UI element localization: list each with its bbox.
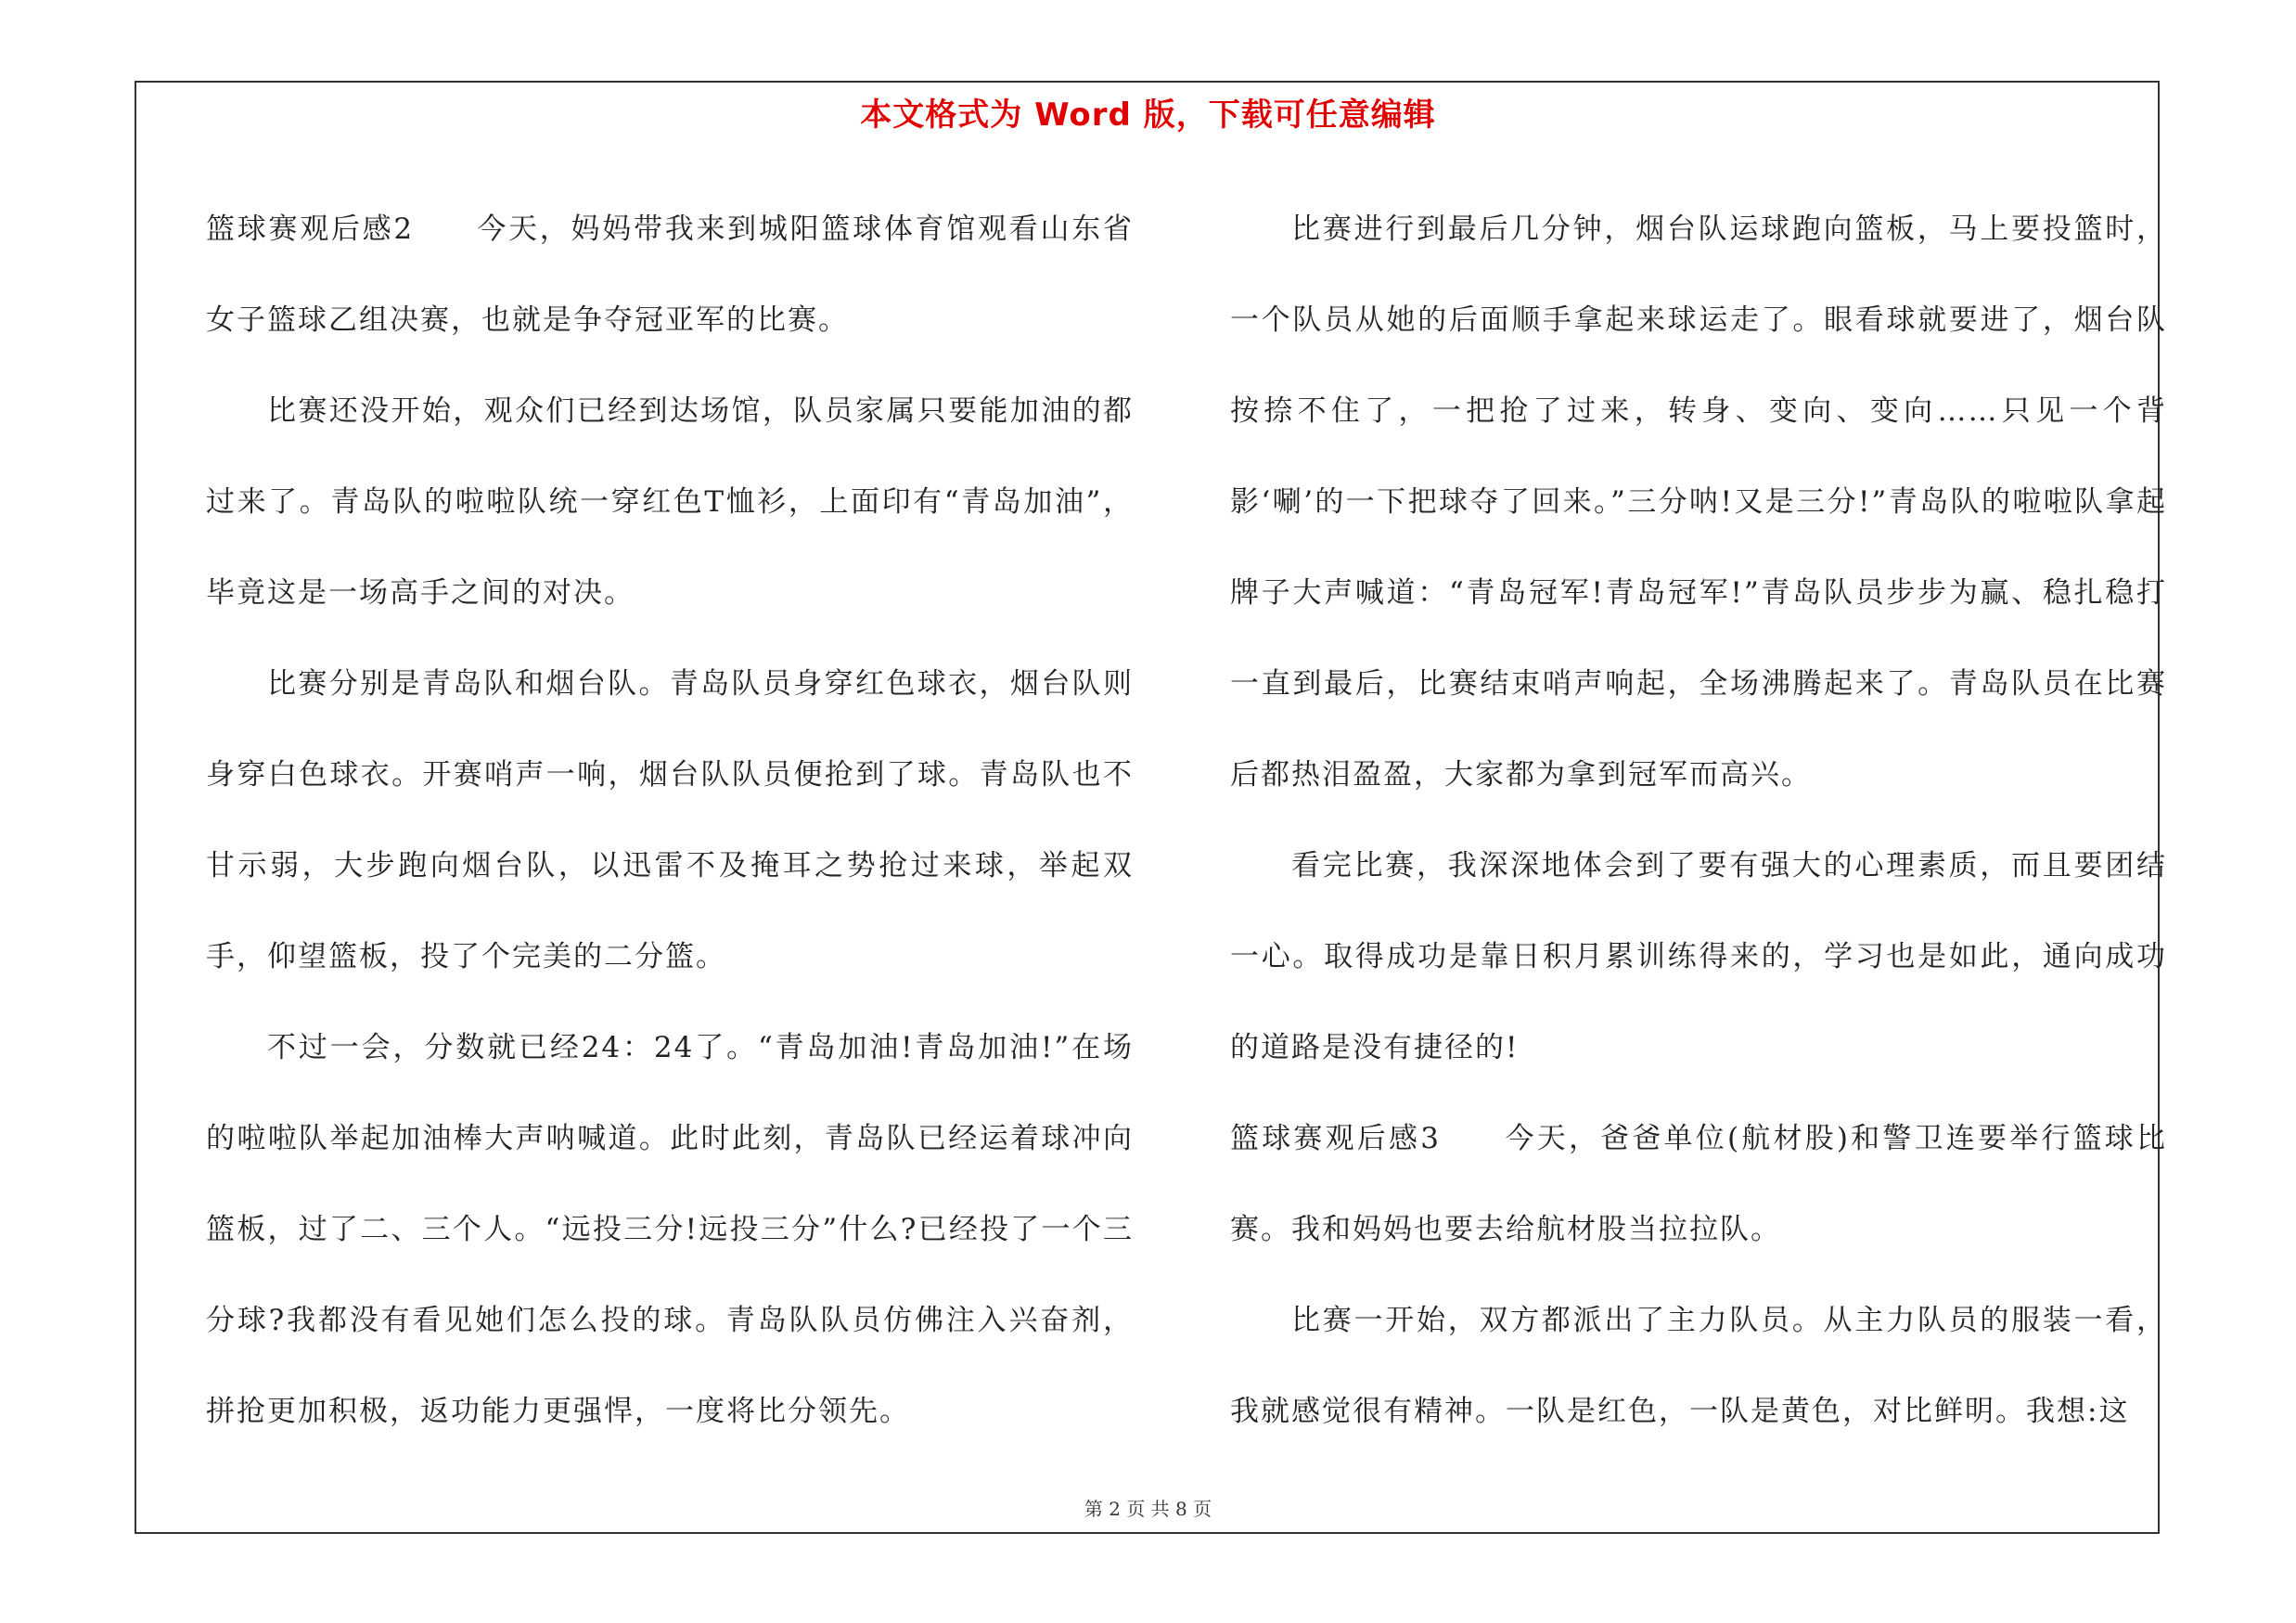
page-number-footer: 第 2 页 共 8 页 [1084,1498,1212,1520]
paragraph: 比赛一开始，双方都派出了主力队员。从主力队员的服装一看，我就感觉很有精神。一队是红色，一队是黄色，对比鲜明。我想:这 [1230,1304,2167,1428]
left-column [206,184,1134,1457]
paragraph: 篮球赛观后感2 今天，妈妈带我来到城阳篮球体育馆观看山东省女子篮球乙组决赛，也就是争夺冠亚军的比赛。 [206,213,1134,337]
paragraph: 看完比赛，我深深地体会到了要有强大的心理素质，而且要团结一心。取得成功是靠日积月累训练得来的，学习也是如此，通向成功的道路是没有捷径的! [1230,849,2167,1064]
paragraph: 篮球赛观后感3 今天，爸爸单位(航材股)和警卫连要举行篮球比赛。我和妈妈也要去给航材股当拉拉队。 [1230,1122,2167,1246]
word-format-banner: 本文格式为 Word 版，下载可任意编辑 [860,97,1436,134]
right-column [1230,184,2167,1457]
paragraph: 不过一会，分数就已经24：24了。“青岛加油!青岛加油!”在场的啦啦队举起加油棒大声呐喊道。此时此刻，青岛队已经运着球冲向篮板，过了二、三个人。“远投三分!远投三分”什么?已经投了一个三分球?我都没有看见她们怎么投的球。青岛队队员仿佛注入兴奋剂，拼抢更加积极，返功能力更强悍，一度将比分领先。 [206,1031,1134,1428]
paragraph: 比赛进行到最后几分钟，烟台队运球跑向篮板，马上要投篮时，一个队员从她的后面顺手拿起来球运走了。眼看球就要进了，烟台队按捺不住了，一把抢了过来，转身、变向、变向……只见一个背影‘唰’的一下把球夺了回来。”三分呐!又是三分!”青岛队的啦啦队拿起牌子大声喊道：“青岛冠军!青岛冠军!”青岛队员步步为赢、稳扎稳打一直到最后，比赛结束哨声响起，全场沸腾起来了。青岛队员在比赛后都热泪盈盈，大家都为拿到冠军而高兴。 [1230,213,2167,792]
paragraph: 比赛还没开始，观众们已经到达场馆，队员家属只要能加油的都过来了。青岛队的啦啦队统一穿红色T恤衫，上面印有“青岛加油”，毕竟这是一场高手之间的对决。 [206,394,1134,610]
paragraph: 比赛分别是青岛队和烟台队。青岛队员身穿红色球衣，烟台队则身穿白色球衣。开赛哨声一响，烟台队队员便抢到了球。青岛队也不甘示弱，大步跑向烟台队，以迅雷不及掩耳之势抢过来球，举起双手，仰望篮板，投了个完美的二分篮。 [206,667,1134,973]
